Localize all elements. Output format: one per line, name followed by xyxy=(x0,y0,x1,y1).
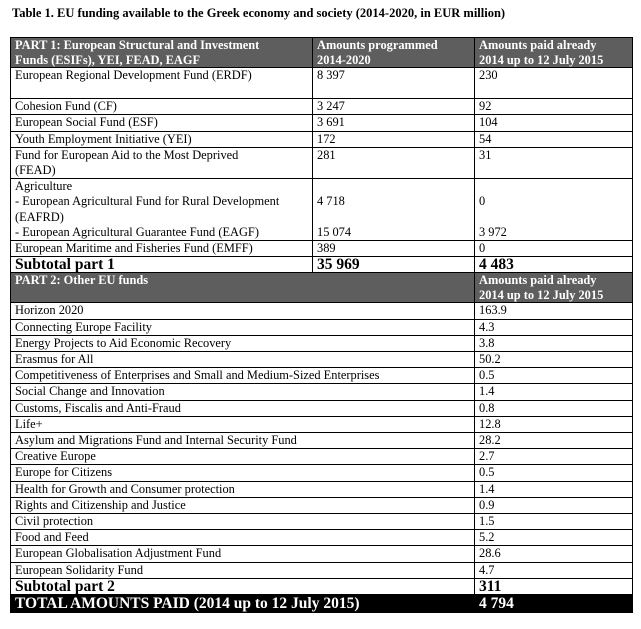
part1-header-row xyxy=(11,38,633,68)
table-row xyxy=(11,546,633,562)
amount-programmed: 389 xyxy=(313,241,475,257)
table-row xyxy=(11,147,633,178)
amount-paid: 1.5 xyxy=(475,514,633,530)
table-row xyxy=(11,433,633,449)
fund-name: Food and Feed xyxy=(11,530,475,546)
fund-name: Customs, Fiscalis and Anti-Fraud xyxy=(11,400,475,416)
table-row xyxy=(11,115,633,131)
agriculture-row xyxy=(11,179,633,241)
total-row xyxy=(11,594,633,612)
fund-name: Horizon 2020 xyxy=(11,303,475,319)
amount-paid: 0 xyxy=(475,241,633,257)
amount-paid: 1.4 xyxy=(475,384,633,400)
amount-programmed: 3 691 xyxy=(313,115,475,131)
fund-name: Rights and Citizenship and Justice xyxy=(11,497,475,513)
table-row xyxy=(11,99,633,115)
subtotal-programmed: 35 969 xyxy=(313,257,475,273)
amount-paid: 0.9 xyxy=(475,497,633,513)
table-row xyxy=(11,562,633,578)
part2-header-fund: PART 2: Other EU funds xyxy=(11,273,475,303)
amount-paid: 2.7 xyxy=(475,449,633,465)
fund-name: Fund for European Aid to the Most Deprived (FEAD) xyxy=(11,147,313,178)
part2-rows xyxy=(11,303,633,578)
fund-name: Europe for Citizens xyxy=(11,465,475,481)
amount-programmed: 8 397 xyxy=(313,68,475,99)
table-row xyxy=(11,131,633,147)
agriculture-programmed: 4 718 15 074 xyxy=(313,179,475,241)
part2-header-row xyxy=(11,273,633,303)
total-paid: 4 794 xyxy=(475,594,633,612)
part1-header-fund: PART 1: European Structural and Investment Funds (ESIFs), YEI, FEAD, EAGF xyxy=(11,38,313,68)
subtotal-paid: 311 xyxy=(475,578,633,594)
fund-name: European Social Fund (ESF) xyxy=(11,115,313,131)
table-row xyxy=(11,514,633,530)
table-row xyxy=(11,449,633,465)
amount-paid: 12.8 xyxy=(475,416,633,432)
subtotal-label: Subtotal part 2 xyxy=(11,578,475,594)
fund-name: Social Change and Innovation xyxy=(11,384,475,400)
amount-paid: 54 xyxy=(475,131,633,147)
amount-paid: 0.5 xyxy=(475,465,633,481)
table-row xyxy=(11,368,633,384)
part1-header-programmed: Amounts programmed 2014-2020 xyxy=(313,38,475,68)
amount-paid: 1.4 xyxy=(475,481,633,497)
amount-paid: 163.9 xyxy=(475,303,633,319)
table-row xyxy=(11,303,633,319)
fund-name: Youth Employment Initiative (YEI) xyxy=(11,131,313,147)
table-row xyxy=(11,465,633,481)
table-row xyxy=(11,416,633,432)
table-row xyxy=(11,68,633,99)
fund-name: Health for Growth and Consumer protection xyxy=(11,481,475,497)
amount-paid: 50.2 xyxy=(475,352,633,368)
fund-name: Asylum and Migrations Fund and Internal Security Fund xyxy=(11,433,475,449)
amount-paid: 31 xyxy=(475,147,633,178)
amount-paid: 28.2 xyxy=(475,433,633,449)
fund-name: European Maritime and Fisheries Fund (EMFF) xyxy=(11,241,313,257)
fund-name: European Regional Development Fund (ERDF) xyxy=(11,68,313,99)
fund-name: Civil protection xyxy=(11,514,475,530)
fund-name: Life+ xyxy=(11,416,475,432)
table-row xyxy=(11,352,633,368)
table-row xyxy=(11,335,633,351)
table-row xyxy=(11,400,633,416)
amount-paid: 0.5 xyxy=(475,368,633,384)
fund-name: Energy Projects to Aid Economic Recovery xyxy=(11,335,475,351)
table-caption: Table 1. EU funding available to the Greek economy and society (2014-2020, in EUR million) xyxy=(12,6,506,20)
table-row xyxy=(11,319,633,335)
amount-paid: 230 xyxy=(475,68,633,99)
subtotal-paid: 4 483 xyxy=(475,257,633,273)
amount-programmed: 281 xyxy=(313,147,475,178)
amount-paid: 5.2 xyxy=(475,530,633,546)
subtotal-part2-row xyxy=(11,578,633,594)
table-row xyxy=(11,497,633,513)
part1-header-paid: Amounts paid already 2014 up to 12 July 2015 xyxy=(475,38,633,68)
amount-paid: 4.3 xyxy=(475,319,633,335)
agriculture-paid: 0 3 972 xyxy=(475,179,633,241)
eu-funding-table xyxy=(10,37,633,613)
subtotal-part1-row xyxy=(11,257,633,273)
fund-name: European Solidarity Fund xyxy=(11,562,475,578)
fund-name: Connecting Europe Facility xyxy=(11,319,475,335)
subtotal-label: Subtotal part 1 xyxy=(11,257,313,273)
amount-paid: 3.8 xyxy=(475,335,633,351)
amount-programmed: 172 xyxy=(313,131,475,147)
fund-name: Cohesion Fund (CF) xyxy=(11,99,313,115)
part2-header-paid: Amounts paid already 2014 up to 12 July 2015 xyxy=(475,273,633,303)
fund-name: European Globalisation Adjustment Fund xyxy=(11,546,475,562)
table-row xyxy=(11,241,633,257)
amount-paid: 4.7 xyxy=(475,562,633,578)
agriculture-funds: Agriculture - European Agricultural Fund for Rural Development (EAFRD) - European Agricultural Guarantee Fund (EAGF) xyxy=(11,179,313,241)
fund-name: Competitiveness of Enterprises and Small and Medium-Sized Enterprises xyxy=(11,368,475,384)
table-row xyxy=(11,481,633,497)
fund-name: Erasmus for All xyxy=(11,352,475,368)
table-row xyxy=(11,530,633,546)
fund-name: Creative Europe xyxy=(11,449,475,465)
amount-paid: 104 xyxy=(475,115,633,131)
table-row xyxy=(11,384,633,400)
amount-paid: 92 xyxy=(475,99,633,115)
amount-paid: 0.8 xyxy=(475,400,633,416)
amount-paid: 28.6 xyxy=(475,546,633,562)
total-label: TOTAL AMOUNTS PAID (2014 up to 12 July 2015) xyxy=(11,594,475,612)
amount-programmed: 3 247 xyxy=(313,99,475,115)
